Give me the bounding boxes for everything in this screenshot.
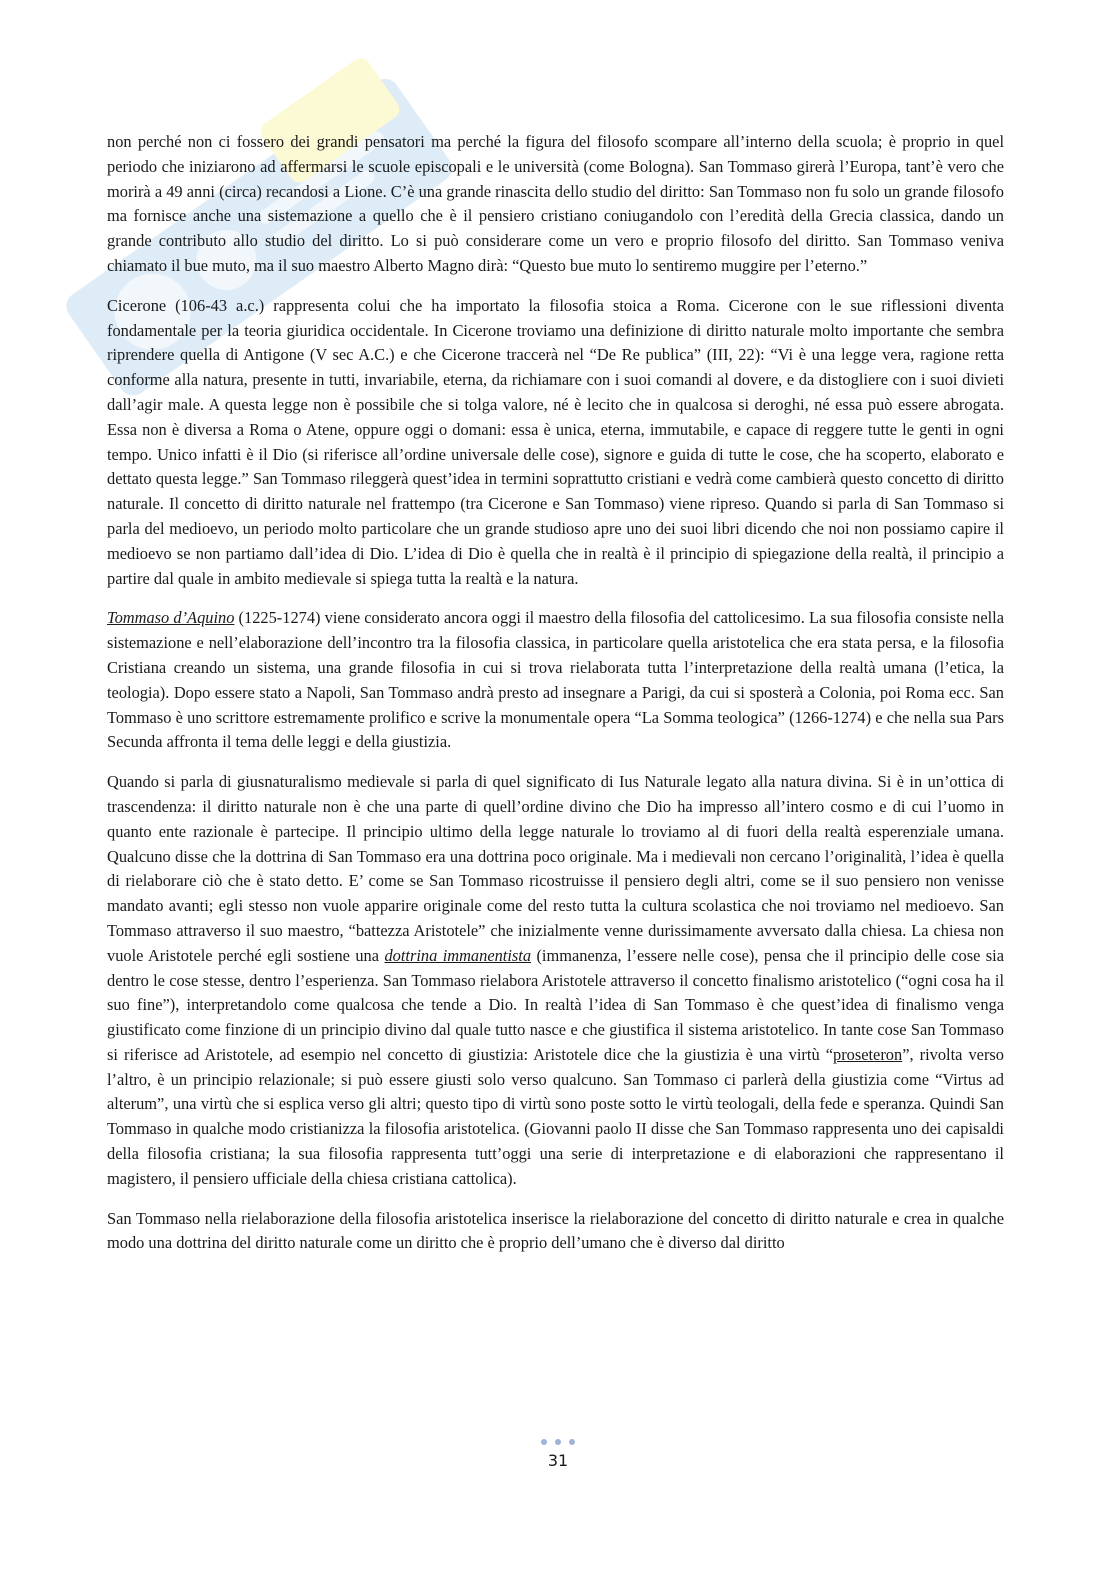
paragraph xyxy=(107,130,1004,279)
paragraph-text: Quando si parla di giusnaturalismo medievale si parla di quel significato di Ius Naturale legato alla natura divina. Si è in un’ottica di trascendenza: il diritto naturale non è che una parte di quell’ordine divino che Dio ha impresso all’intero cosmo e di cui l’uomo in quanto ente razionale è partecipe. Il principio ultimo della legge naturale lo troviamo al di fuori della realtà esperenziale umana. Qualcuno disse che la dottrina di San Tommaso era una dottrina poco originale. Ma i medievali non cercano l’originalità, l’idea è quella di rielaborare ciò che è stato detto. E’ come se San Tommaso ricostruisse il pensiero degli altri, come se il suo pensiero non venisse mandato avanti; egli stesso non vuole apparire originale come del resto tutta la cultura scolastica che noi troviamo nel medioevo. San Tommaso attraverso il suo maestro, “battezza Aristotele” che inizialmente venne durissimamente avversato dalla chiesa. La chiesa non vuole Aristotele perché egli sostiene una xyxy=(107,772,1004,965)
emphasized-term: dottrina immanentista xyxy=(384,945,532,965)
footer-dots-decoration xyxy=(0,1437,1116,1447)
paragraph-text: San Tommaso nella rielaborazione della filosofia aristotelica inserisce la rielaborazione del concetto di diritto naturale e crea in qualche modo una dottrina del diritto naturale come un diritto che è proprio dell’umano che è diverso dal diritto xyxy=(107,1208,1004,1253)
dot-icon xyxy=(541,1439,547,1445)
paragraph-text: (1225-1274) viene considerato ancora oggi il maestro della filosofia del cattolicesimo. La sua filosofia consiste nella sistemazione e nell’elaborazione dell’incontro tra la filosofia classica, in particolare quella aristotelica che era stata persa, e la filosofia Cristiana creando un sistema, una grande filosofia in cui si trova rielaborata tutta l’interpretazione della realtà umana (l’etica, la teologia). Dopo essere stato a Napoli, San Tommaso andrà presto ad insegnare a Parigi, da cui si sposterà a Colonia, poi Roma ecc. San Tommaso è uno scrittore estremamente prolifico e scrive la monumentale opera “La Somma teologica” (1266-1274) e che nella sua Pars Secunda affronta il tema delle leggi e della giustizia. xyxy=(107,608,1004,752)
paragraph xyxy=(107,294,1004,592)
paragraph-text: ”, rivolta verso l’altro, è un principio relazionale; si può essere giusti solo verso qualcuno. San Tommaso ci parlerà della giustizia come “Virtus ad alterum”, una virtù che si esplica verso gli altri; questo tipo di virtù sono poste sotto le virtù teologali, della fede e speranza. Quindi San Tommaso in qualche modo cristianizza la filosofia aristotelica. (Giovanni paolo II disse che San Tommaso rappresenta uno dei capisaldi della filosofia cristiana; la sua filosofia rappresenta tutt’oggi una serie di interpretazione e di elaborazioni che rappresentano il magistero, il pensiero ufficiale della chiesa cristiana cattolica). xyxy=(107,1044,1004,1188)
document-body xyxy=(107,130,1004,1271)
paragraph xyxy=(107,770,1004,1192)
paragraph-text: non perché non ci fossero dei grandi pensatori ma perché la figura del filosofo scompare all’interno della scuola; è proprio in quel periodo che iniziarono ad affermarsi le scuole episcopali e le università (come Bologna). San Tommaso girerà l’Europa, tant’è vero che morirà a 49 anni (circa) recandosi a Lione. C’è una grande rinascita dello studio del diritto: San Tommaso non fu solo un grande filosofo ma fornisce anche una sistemazione a quello che è il pensiero cristiano coniugandolo con l’eredità della Grecia classica, dando un grande contributo allo studio del diritto. Lo si può considerare come un vero e proprio filosofo del diritto. San Tommaso veniva chiamato il bue muto, ma il suo maestro Alberto Magno dirà: “Questo bue muto lo sentiremo muggire per l’eterno.” xyxy=(107,132,1004,275)
page-number: 31 xyxy=(547,1451,569,1470)
emphasized-term: Tommaso d’Aquino xyxy=(107,608,235,628)
emphasized-term: proseteron xyxy=(833,1044,903,1064)
paragraph-text: (immanenza, l’essere nelle cose), pensa che il principio delle cose sia dentro le cose stesse, dentro l’esperienza. San Tommaso rielabora Aristotele attraverso il concetto finalismo aristotelico (“ogni cosa ha il suo fine”), interpretandolo come qualcosa che tende a Dio. In realtà l’idea di San Tommaso è che quest’idea di finalismo venga giustificato come finzione di un principio divino dal quale tutto nasce e che giustifica il sistema aristotelico. In tante cose San Tommaso si riferisce ad Aristotele, ad esempio nel concetto di giustizia: Aristotele dice che la giustizia è una virtù “ xyxy=(107,945,1004,1064)
paragraph-text: Cicerone (106-43 a.c.) rappresenta colui che ha importato la filosofia stoica a Roma. Cicerone con le sue riflessioni diventa fondamentale per la teoria giuridica occidentale. In Cicerone troviamo una definizione di diritto naturale molto importante che sembra riprendere quella di Antigone (V sec A.C.) e che Cicerone traccerà nel “De Re publica” (III, 22): “Vi è una legge vera, ragione retta conforme alla natura, presente in tutti, invariabile, eterna, da richiamare con i suoi comandi al dovere, e da distogliere con i suoi divieti dall’agir male. A questa legge non è possibile che si tolga valore, né è lecito che in qualcosa si deroghi, né essa può essere abrogata. Essa non è diversa a Roma o Atene, oppure oggi o domani: essa è unica, eterna, immutabile, e capace di reggere tutte le genti in ogni tempo. Unico infatti è il Dio (si riferisce all’ordine universale delle cose), signore e guida di tutte le cose, che ha scoperto, elaborato e dettato questa legge.” San Tommaso rileggerà quest’idea in termini soprattutto cristiani e vedrà come cambierà questo concetto di diritto naturale. Il concetto di diritto naturale nel frattempo (tra Cicerone e San Tommaso) viene ripreso. Quando si parla di San Tommaso si parla del medioevo, un periodo molto particolare che un grande studioso apre uno dei suoi libri dicendo che noi non possiamo capire il medioevo se non partiamo dall’idea di Dio. L’idea di Dio è quella che in realtà è il principio di spiegazione della realtà, il principio a partire dal quale in ambito medievale si spiega tutta la realtà e la natura. xyxy=(107,295,1004,588)
dot-icon xyxy=(555,1439,561,1445)
paragraph xyxy=(107,606,1004,755)
dot-icon xyxy=(569,1439,575,1445)
paragraph xyxy=(107,1207,1004,1257)
page-footer xyxy=(0,1437,1116,1470)
